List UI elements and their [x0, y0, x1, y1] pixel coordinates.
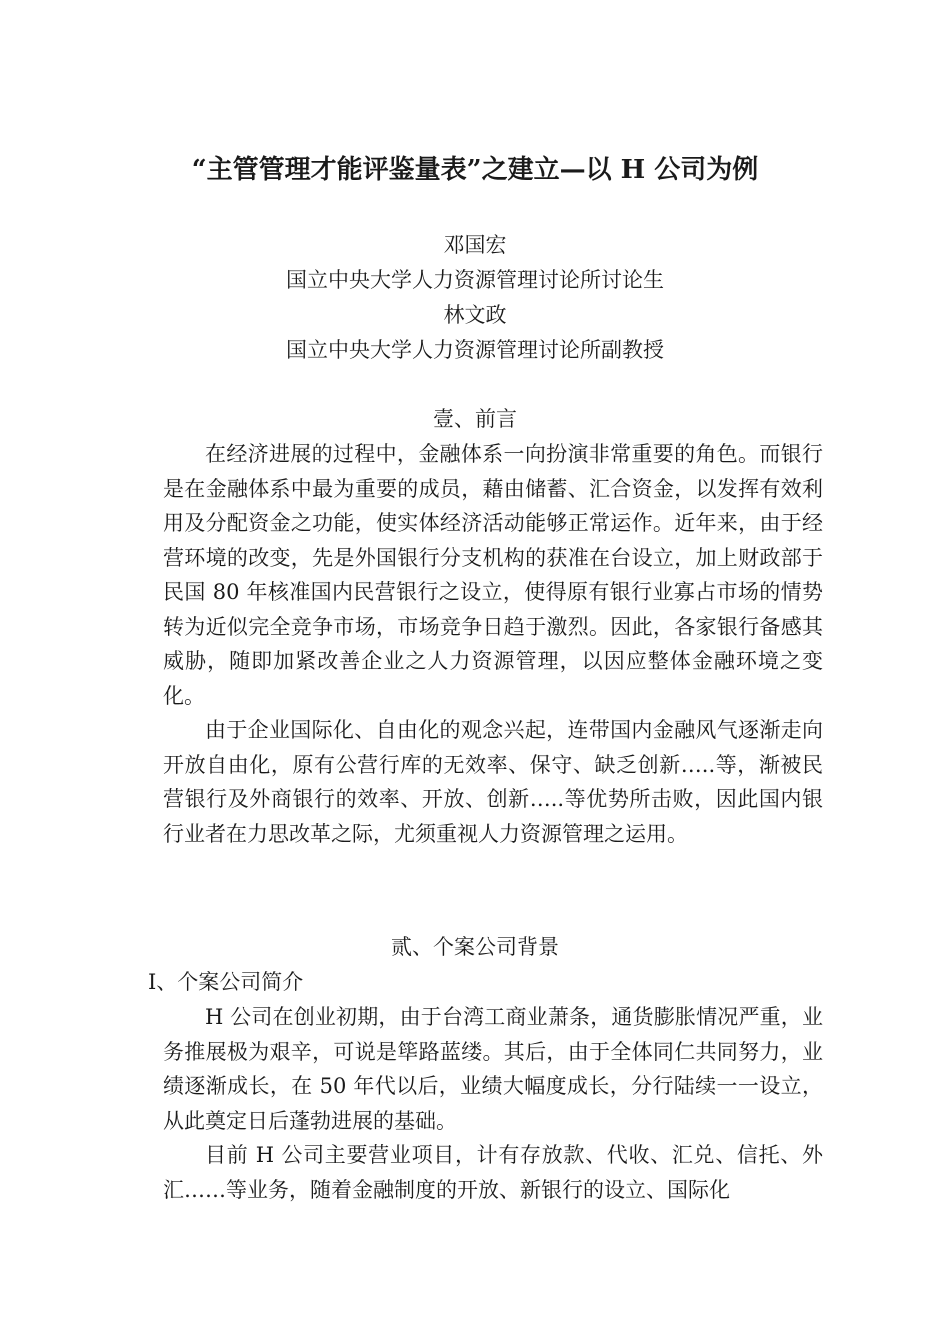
author-affiliation: 国立中央大学人力资源管理讨论所副教授 — [286, 338, 664, 362]
author-affiliation: 国立中央大学人力资源管理讨论所讨论生 — [286, 268, 664, 292]
paragraph: 由于企业国际化、自由化的观念兴起，连带国内金融风气逐渐走向开放自由化，原有公营行库的无效率、保守、缺乏创新…..等，渐被民营银行及外商银行的效率、开放、创新…..等优势所击败，因此国内银行业者在力思改革之际，尤须重视人力资源管理之运用。 — [163, 718, 823, 846]
paragraph: 目前 H 公司主要营业项目，计有存放款、代收、汇兑、信托、外汇……等业务，随着金融制度的开放、新银行的设立、国际化 — [163, 1143, 823, 1202]
paragraph: H 公司在创业初期，由于台湾工商业萧条，通货膨胀情况严重，业务推展极为艰辛，可说是筚路蓝缕。其后，由于全体同仁共同努力，业绩逐渐成长，在 50 年代以后，业绩大幅度成长，分行陆续一一设立，从此奠定日后蓬勃进展的基础。 — [163, 1005, 823, 1133]
author-name: 邓国宏 — [443, 233, 507, 257]
section-heading-background: 贰、个案公司背景 — [391, 935, 559, 959]
section-body-background — [163, 1000, 823, 1207]
author-name: 林文政 — [443, 303, 507, 327]
author-block — [0, 228, 950, 368]
document-title: “主管管理才能评鉴量表”之建立—以 H 公司为例 — [191, 155, 759, 185]
subsection-heading: Ⅰ、个案公司简介 — [148, 970, 304, 994]
section-heading-preface: 壹、前言 — [433, 407, 517, 431]
section-body-preface — [163, 437, 823, 851]
paragraph: 在经济进展的过程中，金融体系一向扮演非常重要的角色。而银行是在金融体系中最为重要的成员，藉由储蓄、汇合资金，以发挥有效利用及分配资金之功能，使实体经济活动能够正常运作。近年来，由于经营环境的改变，先是外国银行分支机构的获准在台设立，加上财政部于民国 80 年核准国内民营银行之设立，使得原有银行业寡占市场的情势转为近似完全竞争市场，市场竞争日趋于激烈。因此，各家银行备感其威胁，随即加紧改善企业之人力资源管理，以因应整体金融环境之变化。 — [163, 442, 823, 708]
